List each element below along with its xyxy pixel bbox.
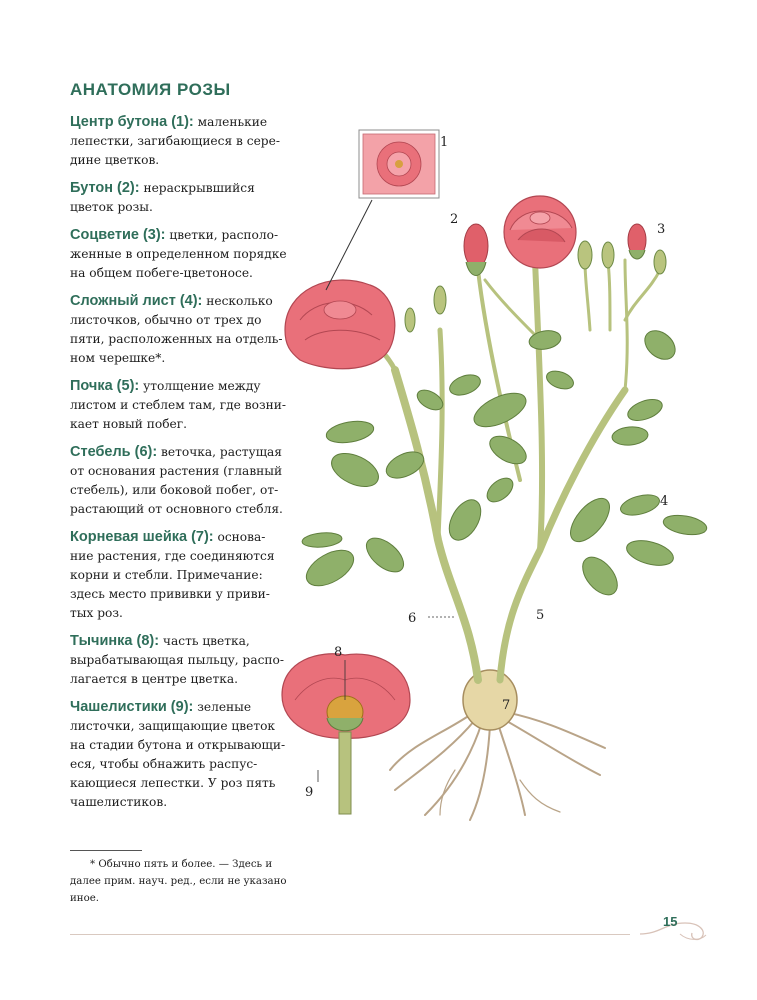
glossary-entry-sepals <box>70 698 288 812</box>
entry-text: тых роз. <box>70 606 123 620</box>
rose-anatomy-illustration <box>270 110 740 830</box>
entry-text: утолщение между <box>143 379 261 393</box>
glossary-entry-node <box>70 377 288 434</box>
entry-text: цветок розы. <box>70 200 153 214</box>
glossary-entry-inflorescence <box>70 226 288 283</box>
rose-flower-large <box>285 280 395 369</box>
callout-2: 2 <box>450 212 459 227</box>
entry-text: зеленые <box>197 700 252 714</box>
entry-text: нераскрывшийся <box>143 181 255 195</box>
entry-term: Центр бутона (1): <box>70 114 194 130</box>
rose-bud <box>464 224 488 276</box>
entry-text: листочки, защищающие цветок <box>70 719 276 733</box>
entry-text: несколько <box>206 294 273 308</box>
entry-term: Чашелистики (9): <box>70 699 194 715</box>
bud-center-inset <box>326 130 439 290</box>
entry-text: здесь место прививки у приви- <box>70 587 270 601</box>
entry-text: веточка, растущая <box>161 445 282 459</box>
footnote-line: иное. <box>70 893 99 904</box>
entry-term: Сложный лист (4): <box>70 293 203 309</box>
entry-text: растающий от основного стебля. <box>70 502 283 516</box>
entry-text: лагается в центре цветка. <box>70 672 238 686</box>
callout-7: 7 <box>502 698 511 713</box>
page-number: 15 <box>663 914 678 929</box>
glossary-entry-bud <box>70 179 288 217</box>
entry-text: на стадии бутона и открывающи- <box>70 738 286 752</box>
callout-6: 6 <box>408 611 417 626</box>
entry-text: основа- <box>217 530 266 544</box>
entry-text: от основания растения (главный <box>70 464 283 478</box>
entry-text: листом и стеблем там, где возни- <box>70 398 286 412</box>
entry-text: пяти, расположенных на отдель- <box>70 332 283 346</box>
entry-text: вырабатывающая пыльцу, распо- <box>70 653 285 667</box>
entry-term: Тычинка (8): <box>70 633 160 649</box>
entry-text: корни и стебли. Примечание: <box>70 568 263 582</box>
callout-1: 1 <box>440 135 449 150</box>
glossary-entry-stem <box>70 443 288 519</box>
footnote <box>70 856 300 907</box>
rose-bud-small <box>628 224 646 259</box>
leader-line <box>326 200 372 290</box>
callout-9: 9 <box>305 785 314 800</box>
footnote-divider <box>70 850 142 851</box>
entry-text: еся, чтобы обнажить распус- <box>70 757 258 771</box>
footer-divider <box>70 934 630 935</box>
footnote-line: * Обычно пять и более. — Здесь и <box>90 859 273 870</box>
entry-text: лепестки, загибающиеся в сере- <box>70 134 280 148</box>
entry-text: листочков, обычно от трех до <box>70 313 262 327</box>
entry-term: Бутон (2): <box>70 180 140 196</box>
entry-text: женные в определенном порядке <box>70 247 287 261</box>
entry-text: стебель), или боковой побег, от- <box>70 483 279 497</box>
entry-term: Стебель (6): <box>70 444 158 460</box>
entry-text: ние растения, где соединяются <box>70 549 275 563</box>
entry-term: Корневая шейка (7): <box>70 529 214 545</box>
entry-term: Почка (5): <box>70 378 140 394</box>
glossary-list <box>70 113 288 821</box>
entry-text: часть цветка, <box>162 634 250 648</box>
glossary-entry-stamen <box>70 632 288 689</box>
entry-text: на общем побеге-цветоносе. <box>70 266 253 280</box>
footnote-line: далее прим. науч. ред., если не указано <box>70 876 287 887</box>
callout-8: 8 <box>334 645 343 660</box>
callout-3: 3 <box>657 222 666 237</box>
glossary-entry-crown <box>70 528 288 623</box>
flower-cross-section <box>282 654 410 814</box>
entry-text: кает новый побег. <box>70 417 188 431</box>
entry-text: дине цветков. <box>70 153 160 167</box>
callout-5: 5 <box>536 608 545 623</box>
entry-text: цветки, располо- <box>169 228 279 242</box>
glossary-entry-bud-center <box>70 113 288 170</box>
entry-term: Соцветие (3): <box>70 227 166 243</box>
entry-text: чашелистиков. <box>70 795 168 809</box>
rose-flower-open <box>504 196 576 268</box>
glossary-entry-compound-leaf <box>70 292 288 368</box>
callout-4: 4 <box>660 494 669 509</box>
entry-text: кающиеся лепестки. У роз пять <box>70 776 276 790</box>
page-title: АНАТОМИЯ РОЗЫ <box>70 80 231 99</box>
entry-text: ном черешке*. <box>70 351 166 365</box>
entry-text: маленькие <box>197 115 268 129</box>
